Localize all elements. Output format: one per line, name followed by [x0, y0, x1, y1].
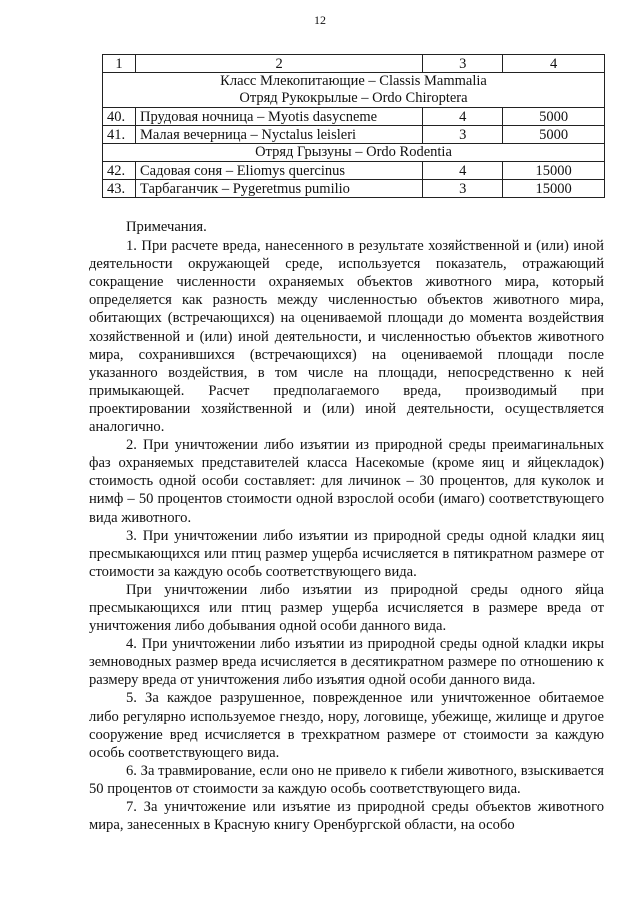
order-heading: Отряд Грызуны – Ordo Rodentia [103, 144, 605, 162]
table-header-row [103, 55, 605, 73]
class-heading: Класс Млекопитающие – Classis Mammalia [220, 73, 487, 89]
class-section-row [103, 73, 605, 108]
header-cell: 2 [135, 55, 422, 73]
header-cell: 4 [503, 55, 605, 73]
order-heading: Отряд Рукокрылые – Ordo Chiroptera [239, 90, 468, 106]
species-name: Садовая соня – Eliomys quercinus [135, 162, 422, 180]
table-row [103, 180, 605, 198]
species-name: Тарбаганчик – Pygeretmus pumilio [135, 180, 422, 198]
header-cell: 1 [103, 55, 136, 73]
species-name: Прудовая ночница – Myotis dasycneme [135, 108, 422, 126]
notes-title: Примечания. [126, 219, 207, 235]
page-number: 12 [314, 13, 326, 27]
note-paragraph-2: 2. При уничтожении либо изъятии из природной среды преимагинальных фаз охраняемых представителей класса Насекомые (кроме яиц и яйцекладок) стоимость одной особи составляет: для личинок – 30 процентов, для куколок и нимф – 50 процентов стоимости одной взрослой особи (имаго) соответствующего вида животного. [89, 437, 604, 526]
table-row [103, 108, 605, 126]
cost-cell: 15000 [503, 162, 605, 180]
note-paragraph-4: 4. При уничтожении либо изъятии из природной среды одной кладки икры земноводных размер вреда исчисляется в десятикратном размере по отношению к размеру вреда от уничтожения либо изъятия одной особи данного вида. [89, 636, 604, 689]
note-paragraph-5: 5. За каждое разрушенное, поврежденное или уничтоженное обитаемое либо регулярно используемое гнездо, нору, логовище, убежище, жилище и другое сооружение вред исчисляется в трехкратном размере от стоимости за каждую особь соответствующего вида. [89, 690, 604, 761]
class-section-cell [103, 73, 605, 108]
cost-cell: 5000 [503, 108, 605, 126]
note-paragraph-3: 3. При уничтожении либо изъятии из природной среды одной кладки яиц пресмыкающихся или птиц размер ущерба исчисляется в пятикратном размере от стоимости за каждую особь соответствующего вида. [89, 527, 604, 580]
table-row [103, 162, 605, 180]
row-number: 43. [103, 180, 136, 198]
table-row [103, 126, 605, 144]
category-cell: 4 [423, 108, 503, 126]
row-number: 41. [103, 126, 136, 144]
row-number: 40. [103, 108, 136, 126]
row-number: 42. [103, 162, 136, 180]
header-cell: 3 [423, 55, 503, 73]
order-section-row [103, 144, 605, 162]
category-cell: 3 [423, 126, 503, 144]
note-paragraph-6: 6. За травмирование, если оно не привело к гибели животного, взыскивается 50 процентов от стоимости за каждую особь соответствующего вида. [89, 762, 604, 797]
note-paragraph-3b: При уничтожении либо изъятии из природной среды одного яйца пресмыкающихся или птиц размер ущерба исчисляется в размере вреда от уничтожения либо добывания одной особи данного вида. [89, 581, 604, 635]
note-paragraph-7: 7. За уничтожение или изъятие из природной среды объектов животного мира, занесенных в Красную книгу Оренбургской области, на особо [89, 799, 604, 834]
notes-section [89, 218, 604, 834]
note-paragraph-1: 1. При расчете вреда, нанесенного в результате хозяйственной и (или) иной деятельности окружающей среде, используется показатель, отражающий сокращение численности охраняемых объектов животного мира, который определяется как разность между численностью объектов животного мира, обитающих (встречающихся) на оцениваемой площади до момента воздействия хозяйственной и (или) иной деятельности, и численностью объектов животного мира, сохранившихся (встречающихся) на оцениваемой площади после указанного воздействия, в том числе на площади, непосредственно к ней примыкающей. Расчет предполагаемого вреда, производимый при проектировании хозяйственной и (или) иной деятельности, осуществляется аналогично. [89, 238, 604, 436]
cost-cell: 5000 [503, 126, 605, 144]
cost-cell: 15000 [503, 180, 605, 198]
category-cell: 4 [423, 162, 503, 180]
species-table [102, 54, 605, 198]
species-name: Малая вечерница – Nyctalus leisleri [135, 126, 422, 144]
category-cell: 3 [423, 180, 503, 198]
